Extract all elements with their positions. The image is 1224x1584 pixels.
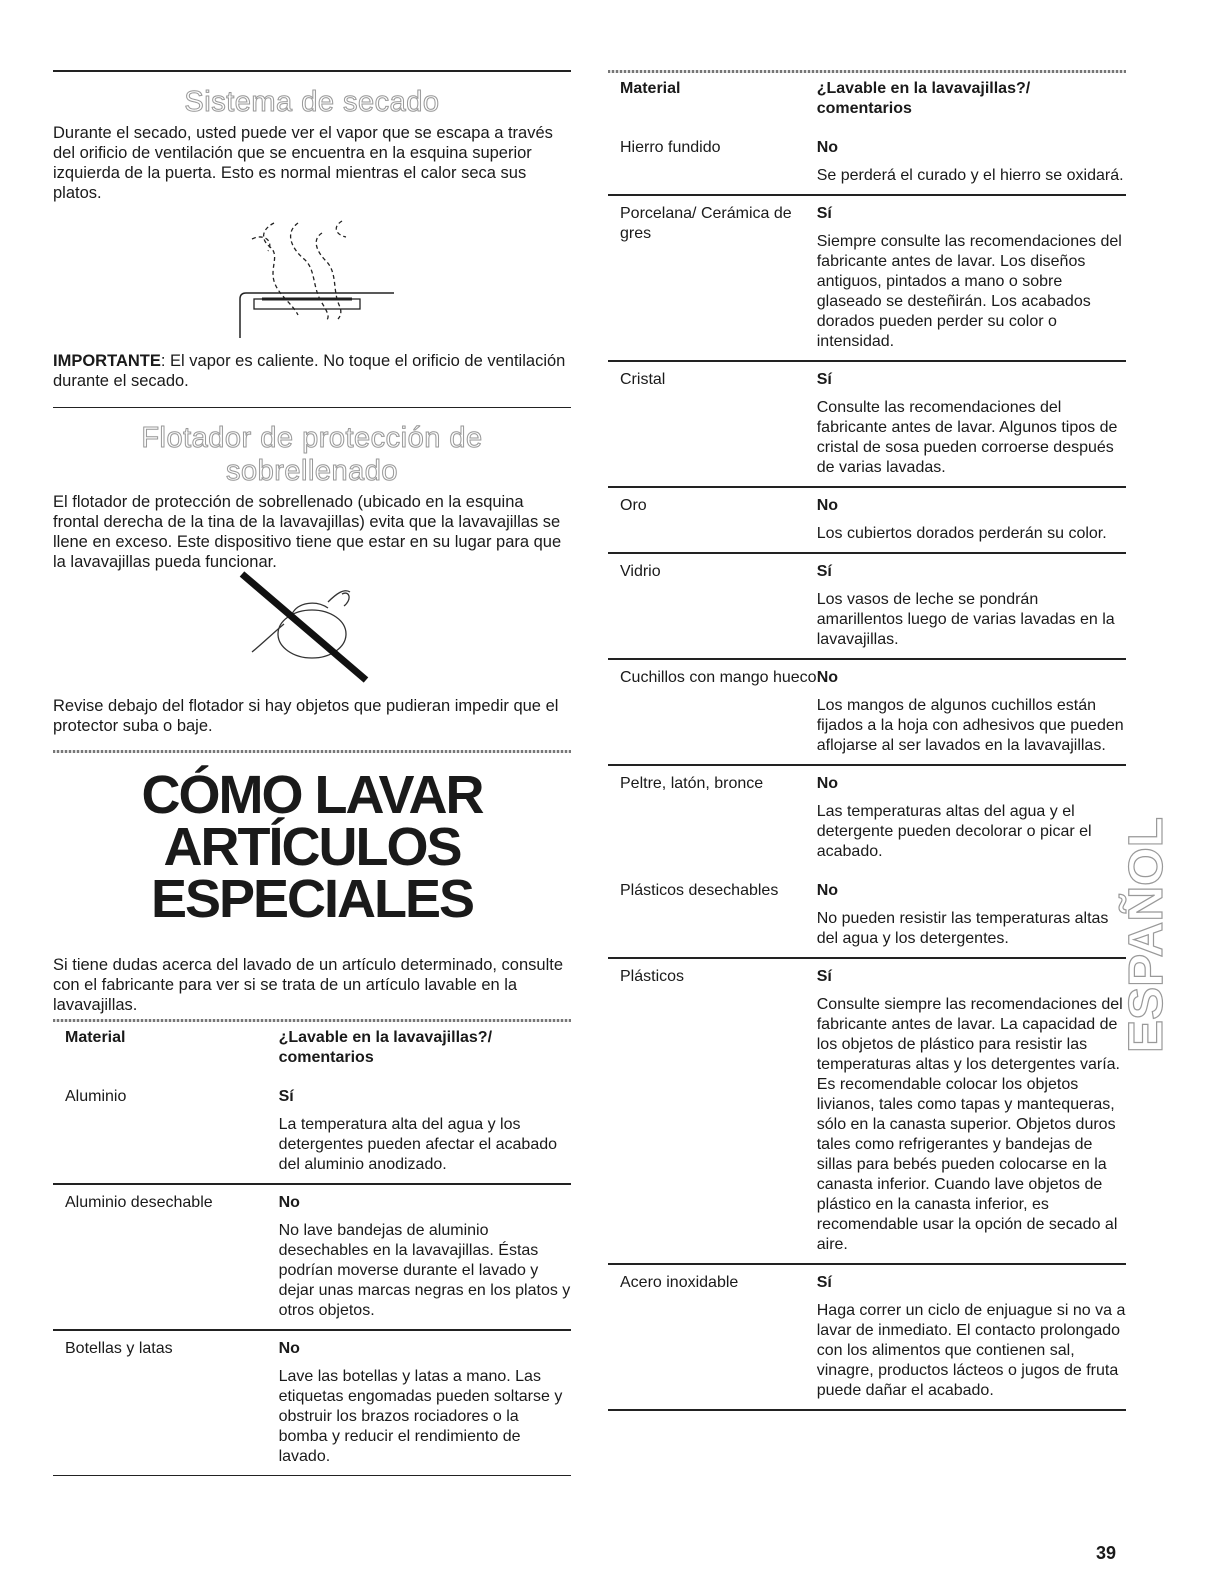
table-row (608, 765, 1126, 872)
material-cell: Plásticos (608, 958, 817, 1264)
table-row (608, 361, 1126, 487)
table-row (53, 1184, 571, 1330)
materials-table-right (608, 73, 1126, 1409)
overfill-float-illustration (232, 572, 392, 682)
material-cell: Porcelana/ Cerámica de gres (608, 195, 817, 361)
washable-answer: No (278, 1194, 300, 1211)
washable-comment: Consulte siempre las recomendaciones del fabricante antes de lavar. La capacidad de los objetos de plástico para resistir las temperaturas altas y los detergentes varía. Es recomendable colocar los objetos livianos, tales como tapas y mantequeras, sólo en la canasta superior. Objetos duros tales como refrigerantes y bandejas de sillas para bebés pueden colocarse en la canasta inferior. Cuando lave objetos de plástico en la canasta inferior, es recomendable usar la opción de secado al aire. (816, 996, 1123, 1253)
table-row (608, 958, 1126, 1264)
header-washable: ¿Lavable en la lavavajillas?/ comentarios (816, 80, 1031, 117)
washable-answer: Sí (816, 371, 832, 388)
comment-cell (817, 958, 1126, 1264)
material-cell: Cristal (608, 361, 817, 487)
washable-comment: Se perderá el curado y el hierro se oxidará. (816, 167, 1124, 184)
washable-comment: Los cubiertos dorados perderán su color. (816, 525, 1107, 542)
dotted-divider (53, 750, 571, 753)
header-washable: ¿Lavable en la lavavajillas?/ comentarios (278, 1029, 493, 1066)
material-cell: Peltre, latón, bronce (608, 765, 817, 872)
washable-answer: No (816, 497, 839, 514)
drying-important (53, 351, 571, 391)
material-cell: Cuchillos con mango hueco (608, 659, 817, 765)
washable-comment: Las temperaturas altas del agua y el detergente pueden decolorar o picar el acabado. (816, 803, 1092, 860)
header-material: Material (65, 1029, 126, 1046)
table-row (608, 195, 1126, 361)
divider (53, 1475, 571, 1476)
heading-line: ARTÍCULOS (163, 817, 461, 877)
comment-cell (817, 765, 1126, 872)
float-body: El flotador de protección de sobrellenado (ubicado en la esquina frontal derecha de la tina de la lavavajillas) evita que la lavavajillas se llene en exceso. Este dispositivo tiene que estar en su lugar para que la lavavajillas pueda funcionar. (53, 493, 562, 571)
washable-answer: No (816, 139, 839, 156)
table-row (608, 487, 1126, 553)
left-table-body (53, 1078, 571, 1476)
washable-comment: No pueden resistir las temperaturas altas del agua y los detergentes. (816, 910, 1109, 947)
right-table-body (608, 129, 1126, 1410)
steam-vent-illustration (212, 203, 412, 343)
comment-cell (817, 659, 1126, 765)
washable-answer: Sí (278, 1088, 294, 1105)
washable-answer: No (816, 669, 839, 686)
heading-line: ESPECIALES (150, 869, 474, 929)
comment-cell (279, 1184, 571, 1330)
comment-cell (279, 1330, 571, 1475)
material-cell: Vidrio (608, 553, 817, 659)
material-cell: Oro (608, 487, 817, 553)
divider (53, 70, 571, 72)
drying-title: Sistema de secado (184, 86, 440, 118)
washable-answer: No (816, 882, 839, 899)
important-text: : El vapor es caliente. No toque el orificio de ventilación durante el secado. (53, 352, 566, 390)
page-number: 39 (1096, 1543, 1117, 1563)
comment-cell (817, 553, 1126, 659)
comment-cell (817, 1264, 1126, 1409)
special-intro: Si tiene dudas acerca del lavado de un artículo determinado, consulte con el fabricante para ver si se trata de un artículo lavable en la lavavajillas. (53, 956, 563, 1014)
material-cell: Plásticos desechables (620, 882, 779, 899)
comment-cell (279, 1078, 571, 1185)
right-column (608, 70, 1126, 1411)
important-label: IMPORTANTE (53, 352, 161, 370)
material-cell: Aluminio desechable (53, 1184, 279, 1330)
material-cell: Acero inoxidable (608, 1264, 817, 1409)
table-row (608, 1264, 1126, 1409)
comment-cell (817, 872, 1126, 959)
table-row (53, 1078, 571, 1185)
washable-comment: Haga correr un ciclo de enjuague si no va a lavar de inmediato. El contacto prolongado con los alimentos que contienen sal, vinagre, productos lácteos o jugos de fruta puede dañar el acabado. (816, 1302, 1126, 1399)
washable-answer: No (816, 775, 839, 792)
special-heading (53, 765, 571, 929)
table-row (608, 659, 1126, 765)
washable-comment: Lave las botellas y latas a mano. Las etiquetas engomadas pueden soltarse y obstruir los brazos rociadores o la bomba y reducir el rendimiento de lavado. (278, 1368, 563, 1465)
washable-comment: Los mangos de algunos cuchillos están fijados a la hoja con adhesivos que pueden aflojarse al ser lavados en la lavavajillas. (816, 697, 1124, 754)
drying-body: Durante el secado, usted puede ver el vapor que se escapa a través del orificio de ventilación que se encuentra en la esquina superior izquierda de la puerta. Esto es normal mientras el calor seca sus platos. (53, 124, 553, 202)
material-cell: Hierro fundido (620, 139, 721, 156)
table-row (608, 872, 1126, 959)
washable-answer: Sí (816, 968, 832, 985)
washable-answer: No (278, 1340, 300, 1357)
washable-comment: Los vasos de leche se pondrán amarillentos luego de varias lavadas en la lavavajillas. (816, 591, 1115, 648)
table-row (608, 553, 1126, 659)
side-tab-language (1120, 815, 1198, 1055)
float-title: Flotador de protección de sobrellenado (141, 422, 483, 487)
float-check: Revise debajo del flotador si hay objetos que pudieran impedir que el protector suba o baje. (53, 697, 559, 735)
washable-comment: Siempre consulte las recomendaciones del fabricante antes de lavar. Los diseños antiguos, pintados a mano o sobre glaseado se desteñirán. Los acabados dorados pueden perder su color o intensidad. (816, 233, 1122, 350)
washable-answer: Sí (816, 205, 832, 222)
side-tab-text: ESPAÑOL (1120, 824, 1173, 1053)
washable-comment: Consulte las recomendaciones del fabricante antes de lavar. Algunos tipos de cristal de sosa pueden corroerse después de varias lavadas. (816, 399, 1118, 476)
divider (53, 407, 571, 408)
table-row (53, 1330, 571, 1475)
left-column (53, 70, 571, 1476)
comment-cell (817, 195, 1126, 361)
materials-table-left (53, 1022, 571, 1475)
comment-cell (817, 487, 1126, 553)
washable-answer: Sí (816, 1274, 832, 1291)
material-cell: Aluminio (65, 1088, 127, 1105)
header-material: Material (620, 80, 681, 97)
comment-cell (817, 361, 1126, 487)
washable-comment: No lave bandejas de aluminio desechables en la lavavajillas. Éstas podrían moverse durante el lavado y dejar unas marcas negras en los platos y otros objetos. (278, 1222, 571, 1319)
table-row (608, 129, 1126, 196)
material-cell: Botellas y latas (53, 1330, 279, 1475)
divider (608, 1409, 1126, 1411)
washable-answer: Sí (816, 563, 832, 580)
comment-cell (817, 129, 1126, 196)
heading-line: CÓMO LAVAR (141, 765, 483, 825)
washable-comment: La temperatura alta del agua y los detergentes pueden afectar el acabado del aluminio anodizado. (278, 1116, 558, 1173)
